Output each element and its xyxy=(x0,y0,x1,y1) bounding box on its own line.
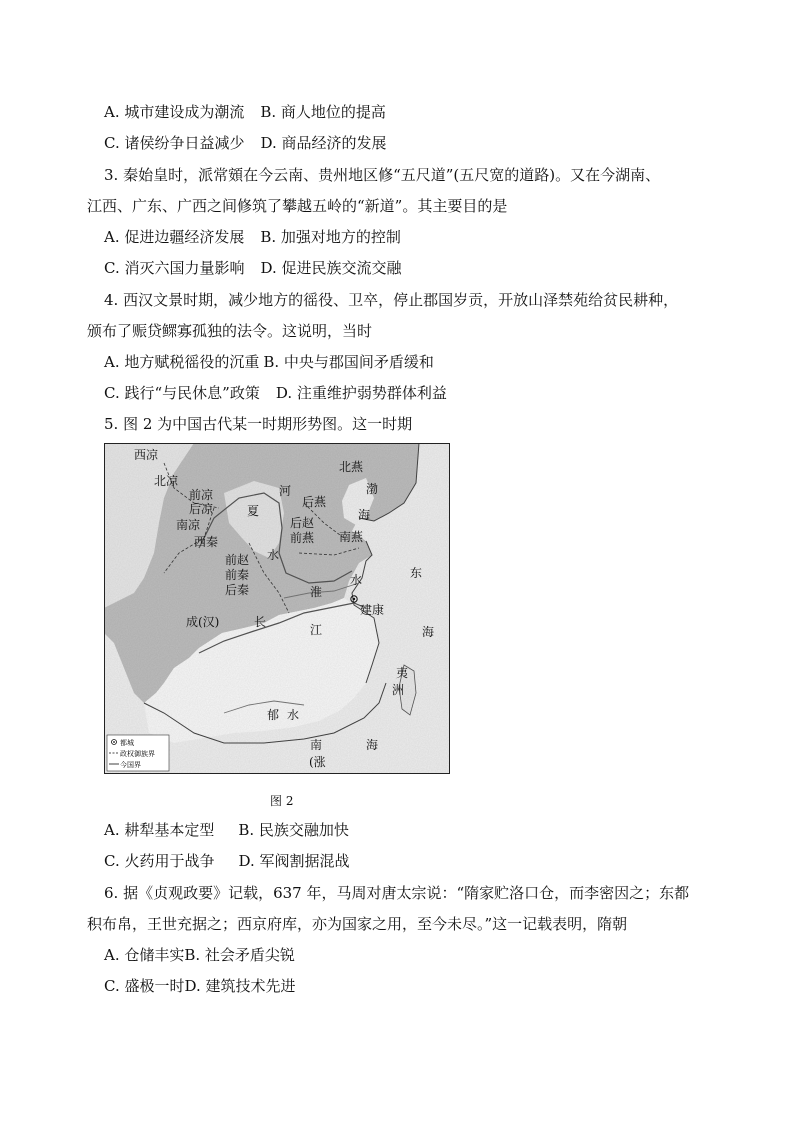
q3-option-c: C. 消灭六国力量影响 xyxy=(104,259,245,277)
label-chang: 长 xyxy=(254,615,267,629)
q3-option-a: A. 促进边疆经济发展 xyxy=(104,228,245,246)
label-houyan: 后燕 xyxy=(302,495,327,509)
q6-options-row-2 xyxy=(104,976,296,996)
label-hai-south: 海 xyxy=(366,738,379,752)
label-qianqin: 前秦 xyxy=(225,568,250,582)
map-legend xyxy=(107,735,169,771)
legend-regime-label: 政权御族界 xyxy=(120,750,155,758)
q6-option-d: D. 建筑技术先进 xyxy=(184,977,296,995)
label-nanliang: 南凉 xyxy=(176,518,201,532)
q4-option-b: B. 中央与郡国间矛盾缓和 xyxy=(263,353,434,371)
label-yu: 郁 xyxy=(267,708,280,722)
q4-options-row-2 xyxy=(104,383,447,403)
label-yushui: 水 xyxy=(287,708,300,722)
label-shui: 水 xyxy=(267,548,280,562)
map-svg xyxy=(104,443,450,774)
label-hai-bohai: 海 xyxy=(358,508,371,522)
label-xiliang: 西凉 xyxy=(134,448,159,462)
q2-option-b: B. 商人地位的提高 xyxy=(260,103,386,121)
q5-options-row-1 xyxy=(104,820,349,840)
q4-stem-line-2: 颁布了赈贷鳏寡孤独的法令。这说明，当时 xyxy=(87,322,373,340)
figure-caption: 图 2 xyxy=(270,794,294,808)
label-chenghan: 成(汉) xyxy=(186,615,220,629)
label-houliang: 后凉 xyxy=(189,502,214,516)
label-huaishui: 水 xyxy=(350,573,363,587)
q2-options-row-1 xyxy=(104,102,386,122)
q3-option-b: B. 加强对地方的控制 xyxy=(260,228,401,246)
label-qianliang: 前凉 xyxy=(189,488,214,502)
label-jiankang: 建康 xyxy=(360,603,385,617)
label-xiqin: 西秦 xyxy=(194,535,219,549)
q5-option-c: C. 火药用于战争 xyxy=(104,852,215,870)
q3-options-row-1 xyxy=(104,227,401,247)
q6-option-a: A. 仓储丰实 xyxy=(104,946,185,964)
q6-option-b: B. 社会矛盾尖锐 xyxy=(184,946,295,964)
capital-marker-dot xyxy=(353,598,355,600)
q4-stem-line-1: 4. 西汉文景时期，减少地方的徭役、卫卒，停止郡国岁贡，开放山泽禁苑给贫民耕种， xyxy=(104,291,679,309)
q6-options-row-1 xyxy=(104,945,295,965)
label-jiang: 江 xyxy=(310,623,323,637)
label-hai-east: 海 xyxy=(422,625,435,639)
q3-options-row-2 xyxy=(104,258,402,278)
q5-options-row-2 xyxy=(104,851,350,871)
legend-capital-dot xyxy=(113,741,115,743)
q6-stem-line-1: 6. 据《贞观政要》记载，637 年，马周对唐太宗说：“隋家贮洛口仓，而李密因之；东都 xyxy=(104,884,690,902)
label-beiyan: 北燕 xyxy=(339,460,364,474)
label-xia: 夏 xyxy=(247,504,260,518)
q6-stem-line-2: 积布帛，王世充据之；西京府库，亦为国家之用，至今未尽。”这一记载表明，隋朝 xyxy=(87,915,628,933)
label-qianyan: 前燕 xyxy=(290,531,315,545)
label-beiliang: 北凉 xyxy=(154,474,179,488)
q4-option-c: C. 践行“与民休息”政策 xyxy=(104,384,260,402)
scan-grain xyxy=(104,443,450,774)
label-huai: 淮 xyxy=(310,585,323,599)
legend-modern-label: 今国界 xyxy=(120,761,141,769)
q6-option-c: C. 盛极一时 xyxy=(104,977,185,995)
label-dong: 东 xyxy=(410,566,423,580)
label-zhou: 洲 xyxy=(392,683,405,697)
q4-options-row-1 xyxy=(104,352,434,372)
label-bo: 渤 xyxy=(366,482,379,496)
q5-option-b: B. 民族交融加快 xyxy=(238,821,349,839)
q2-options-row-2 xyxy=(104,133,387,153)
q4-option-d: D. 注重维护弱势群体利益 xyxy=(275,384,447,402)
q5-stem: 5. 图 2 为中国古代某一时期形势图。这一时期 xyxy=(104,415,413,433)
label-he: 河 xyxy=(279,484,292,498)
q2-option-a: A. 城市建设成为潮流 xyxy=(104,103,245,121)
label-zhang: (涨 xyxy=(309,755,326,769)
q2-option-c: C. 诸侯纷争日益减少 xyxy=(104,134,245,152)
label-qianzhao: 前赵 xyxy=(225,553,250,567)
label-nanyan: 南燕 xyxy=(339,530,364,544)
q5-option-a: A. 耕犁基本定型 xyxy=(104,821,215,839)
label-yi: 夷 xyxy=(396,666,409,680)
q5-option-d: D. 军阀割据混战 xyxy=(238,852,350,870)
label-houzhao: 后赵 xyxy=(290,516,315,530)
q3-option-d: D. 促进民族交流交融 xyxy=(260,259,402,277)
q3-stem-line-1: 3. 秦始皇时，派常頞在今云南、贵州地区修“五尺道”(五尺宽的道路)。又在今湖南、 xyxy=(104,166,661,184)
q3-stem-line-2: 江西、广东、广西之间修筑了攀越五岭的“新道”。其主要目的是 xyxy=(87,197,508,215)
legend-capital-label: 都城 xyxy=(120,739,134,747)
q2-option-d: D. 商品经济的发展 xyxy=(260,134,387,152)
label-nan: 南 xyxy=(310,738,323,752)
q4-option-a: A. 地方赋税徭役的沉重 xyxy=(104,353,260,371)
figure-2-map xyxy=(104,443,450,774)
label-houqin: 后秦 xyxy=(225,583,250,597)
